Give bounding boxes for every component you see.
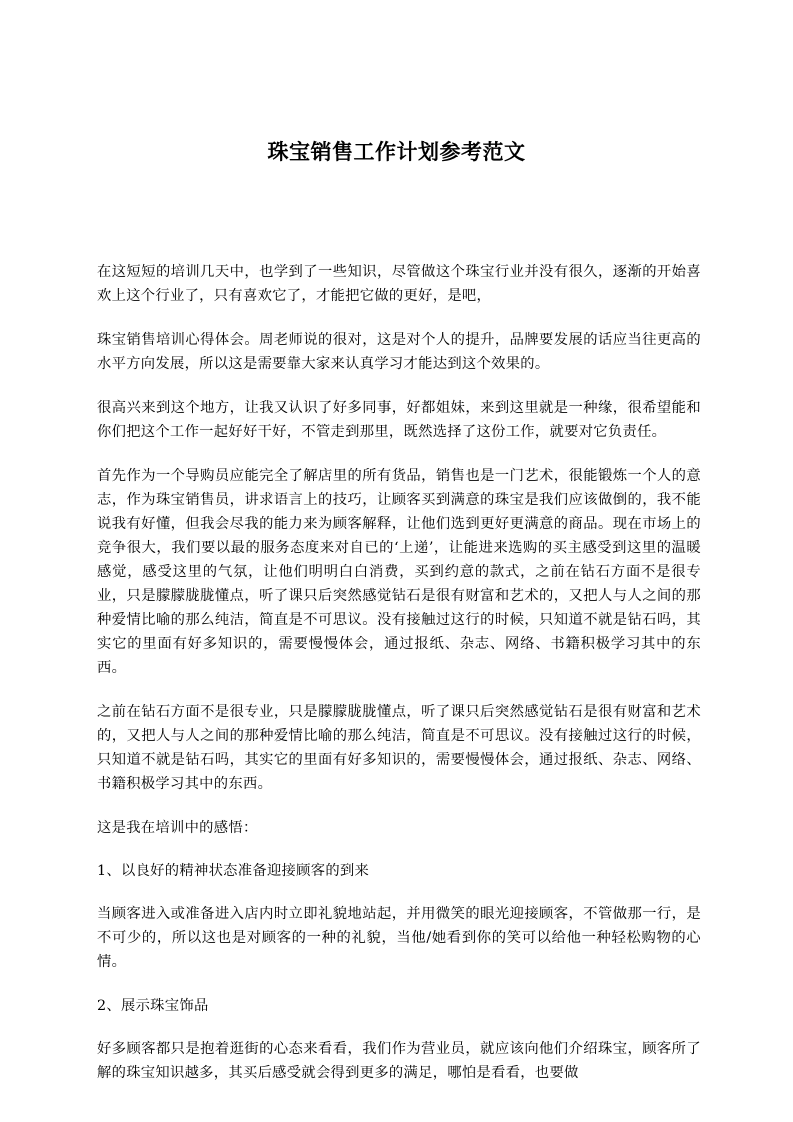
section-heading-1: 1、以良好的精神状态准备迎接顾客的到来 xyxy=(97,863,370,879)
paragraph-insights-intro: 这是我在培训中的感悟： xyxy=(97,820,258,836)
document-body xyxy=(97,260,701,1105)
paragraph-sales-guide: 首先作为一个导购员应能完全了解店里的所有货品，销售也是一门艺术，很能锻炼一个人的意志，作为珠宝销售员，讲求语言上的技巧，让顾客买到满意的珠宝是我们应该做倒的，我不能说我有好懂，但我会尽我的能力来为顾客解释，让他们选到更好更满意的商品。现在市场上的竞争很大，我们要以最的服务态度来对自已的‘上递’，让能进来选购的买主感受到这里的温暖感觉，感受这里的气氛，让他们明明白白消费，买到约意的款式，之前在钻石方面不是很专业，只是朦朦胧胧懂点，听了课只后突然感觉钻石是很有财富和艺术的，又把人与人之间的那种爱情比喻的那么纯洁，简直是不可思议。没有接触过这行的时候，只知道不就是钻石吗，其实它的里面有好多知识的，需要慢慢体会，通过报纸、杂志、网络、书籍积极学习其中的东西。 xyxy=(97,468,701,676)
section-heading-2: 2、展示珠宝饰品 xyxy=(97,998,209,1014)
paragraph-showing-jewelry: 好多顾客都只是抱着逛街的心态来看看，我们作为营业员，就应该向他们介绍珠宝，顾客所了解的珠宝知识越多，其买后感受就会得到更多的满足，哪怕是看看，也要做 xyxy=(97,1041,701,1081)
document-title: 珠宝销售工作计划参考范文 xyxy=(267,140,526,164)
paragraph-intro: 在这短短的培训几天中，也学到了一些知识，尽管做这个珠宝行业并没有很久，逐渐的开始喜欢上这个行业了，只有喜欢它了，才能把它做的更好，是吧， xyxy=(97,264,701,304)
paragraph-diamond-knowledge: 之前在钻石方面不是很专业，只是朦朦胧胧懂点，听了课只后突然感觉钻石是很有财富和艺术的，又把人与人之间的那种爱情比喻的那么纯洁，简直是不可思议。没有接触过这行的时候，只知道不就是钻石吗，其实它的里面有好多知识的，需要慢慢体会，通过报纸、杂志、网络、书籍积极学习其中的东西。 xyxy=(97,704,701,792)
paragraph-training-experience: 珠宝销售培训心得体会。周老师说的很对，这是对个人的提升，品牌要发展的话应当往更高的水平方向发展，所以这是需要靠大家来认真学习才能达到这个效果的。 xyxy=(97,332,701,372)
paragraph-greeting-customers: 当顾客进入或准备进入店内时立即礼貌地站起，并用微笑的眼光迎接顾客，不管做那一行，是不可少的，所以这也是对顾客的一种的礼貌，当他/她看到你的笑可以给他一种轻松购物的心情。 xyxy=(97,906,701,970)
paragraph-colleagues: 很高兴来到这个地方，让我又认识了好多同事，好都姐妹，来到这里就是一种缘，很希望能和你们把这个工作一起好好干好，不管走到那里，既然选择了这份工作，就要对它负责任。 xyxy=(97,400,701,440)
